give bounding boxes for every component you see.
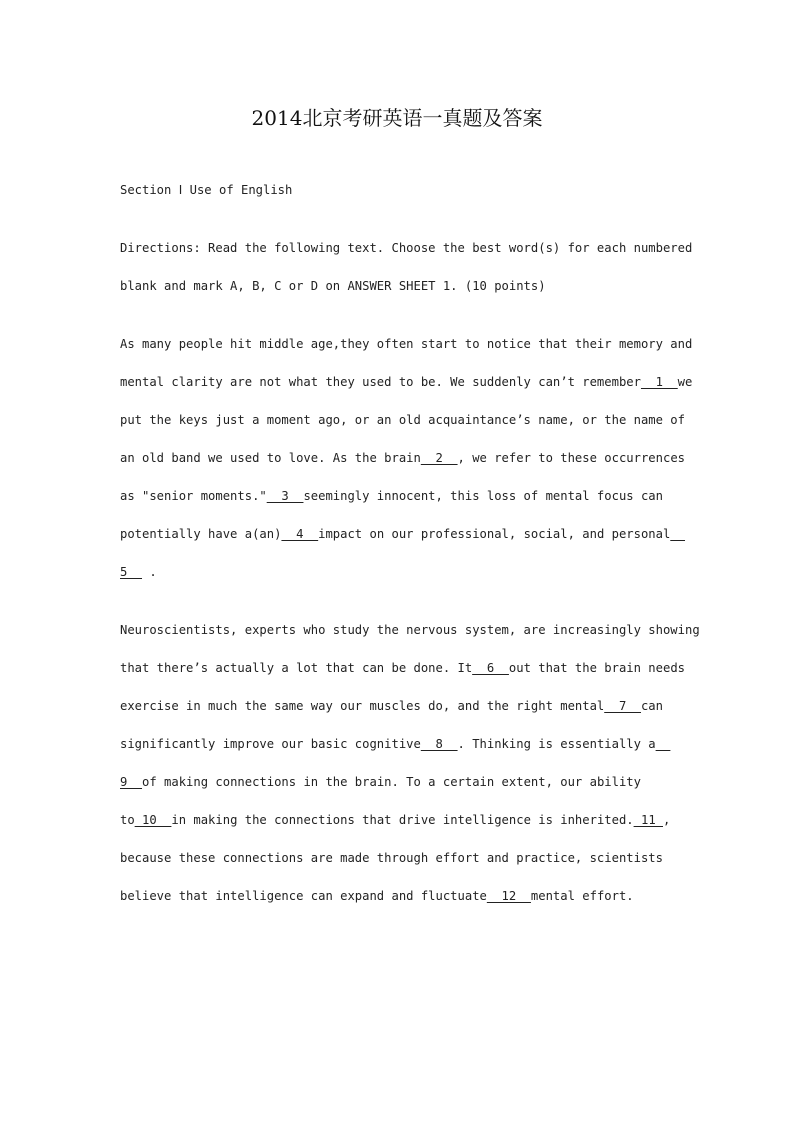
blank-1: __1__ — [640, 375, 678, 389]
paragraph2-line-6 — [120, 811, 670, 829]
paragraph2-line-1: Neuroscientists, experts who study the nervous system, are increasingly showing — [120, 623, 700, 637]
text-segment: we — [677, 375, 693, 389]
text-segment: as "senior moments." — [120, 489, 267, 503]
paragraph1-line-1: As many people hit middle age,they often start to notice that their memory and — [120, 337, 693, 351]
text-segment: potentially have a(an) — [120, 527, 282, 541]
paragraph1-line-4 — [120, 449, 685, 467]
text-segment: in making the connections that drive intelligence is inherited. — [171, 813, 634, 827]
blank-8: __8__ — [420, 737, 458, 751]
blank-11: _11_ — [633, 813, 663, 827]
text-segment: , we refer to these occurrences — [457, 451, 685, 465]
blank-4: __4__ — [281, 527, 319, 541]
text-segment: seemingly innocent, this loss of mental focus can — [303, 489, 663, 503]
paragraph2-line-3 — [120, 697, 663, 715]
blank-6: __6__ — [472, 661, 509, 675]
paragraph1-line-3: put the keys just a moment ago, or an old acquaintance’s name, or the name of — [120, 413, 685, 427]
directions-line-2: blank and mark A, B, C or D on ANSWER SHEET 1. (10 points) — [120, 279, 546, 293]
blank-9: 9__ — [120, 775, 143, 789]
text-segment: . — [142, 565, 157, 579]
page-title: 2014北京考研英语一真题及答案 — [251, 106, 543, 130]
paragraph1-line-5 — [120, 487, 663, 505]
text-segment: to — [120, 813, 135, 827]
text-segment: mental effort. — [530, 889, 634, 903]
text-segment: . Thinking is essentially a — [457, 737, 656, 751]
paragraph1-line-6 — [120, 525, 685, 543]
section-heading: Section Ⅰ Use of English — [120, 183, 293, 197]
blank-10: _10__ — [134, 813, 172, 827]
text-segment: significantly improve our basic cognitive — [120, 737, 421, 751]
text-segment: exercise in much the same way our muscles do, and the right mental — [120, 699, 605, 713]
blank-3: __3__ — [266, 489, 304, 503]
text-segment: impact on our professional, social, and personal — [318, 527, 671, 541]
paragraph1-line-7 — [120, 563, 157, 581]
blank-12: __12__ — [486, 889, 531, 903]
text-segment: an old band we used to love. As the brain — [120, 451, 421, 465]
paragraph2-line-7: because these connections are made through effort and practice, scientists — [120, 851, 663, 865]
paragraph2-line-4 — [120, 735, 670, 753]
text-segment: can — [640, 699, 663, 713]
text-segment: out that the brain needs — [508, 661, 685, 675]
paragraph1-line-2 — [120, 373, 692, 391]
text-segment: believe that intelligence can expand and fluctuate — [120, 889, 487, 903]
blank-7: __7__ — [604, 699, 641, 713]
paragraph2-line-2 — [120, 659, 685, 677]
blank-2: __2__ — [420, 451, 458, 465]
text-segment: , — [663, 813, 671, 827]
paragraph2-line-5 — [120, 773, 641, 791]
paragraph2-line-8 — [120, 887, 634, 905]
blank-5-start: __ — [670, 527, 686, 541]
directions-line-1: Directions: Read the following text. Choose the best word(s) for each numbered — [120, 241, 693, 255]
text-segment: mental clarity are not what they used to be. We suddenly can’t remember — [120, 375, 641, 389]
text-segment: of making connections in the brain. To a certain extent, our ability — [142, 775, 641, 789]
text-segment: that there’s actually a lot that can be done. It — [120, 661, 473, 675]
blank-5: 5__ — [120, 565, 143, 579]
blank-9-start: __ — [655, 737, 671, 751]
